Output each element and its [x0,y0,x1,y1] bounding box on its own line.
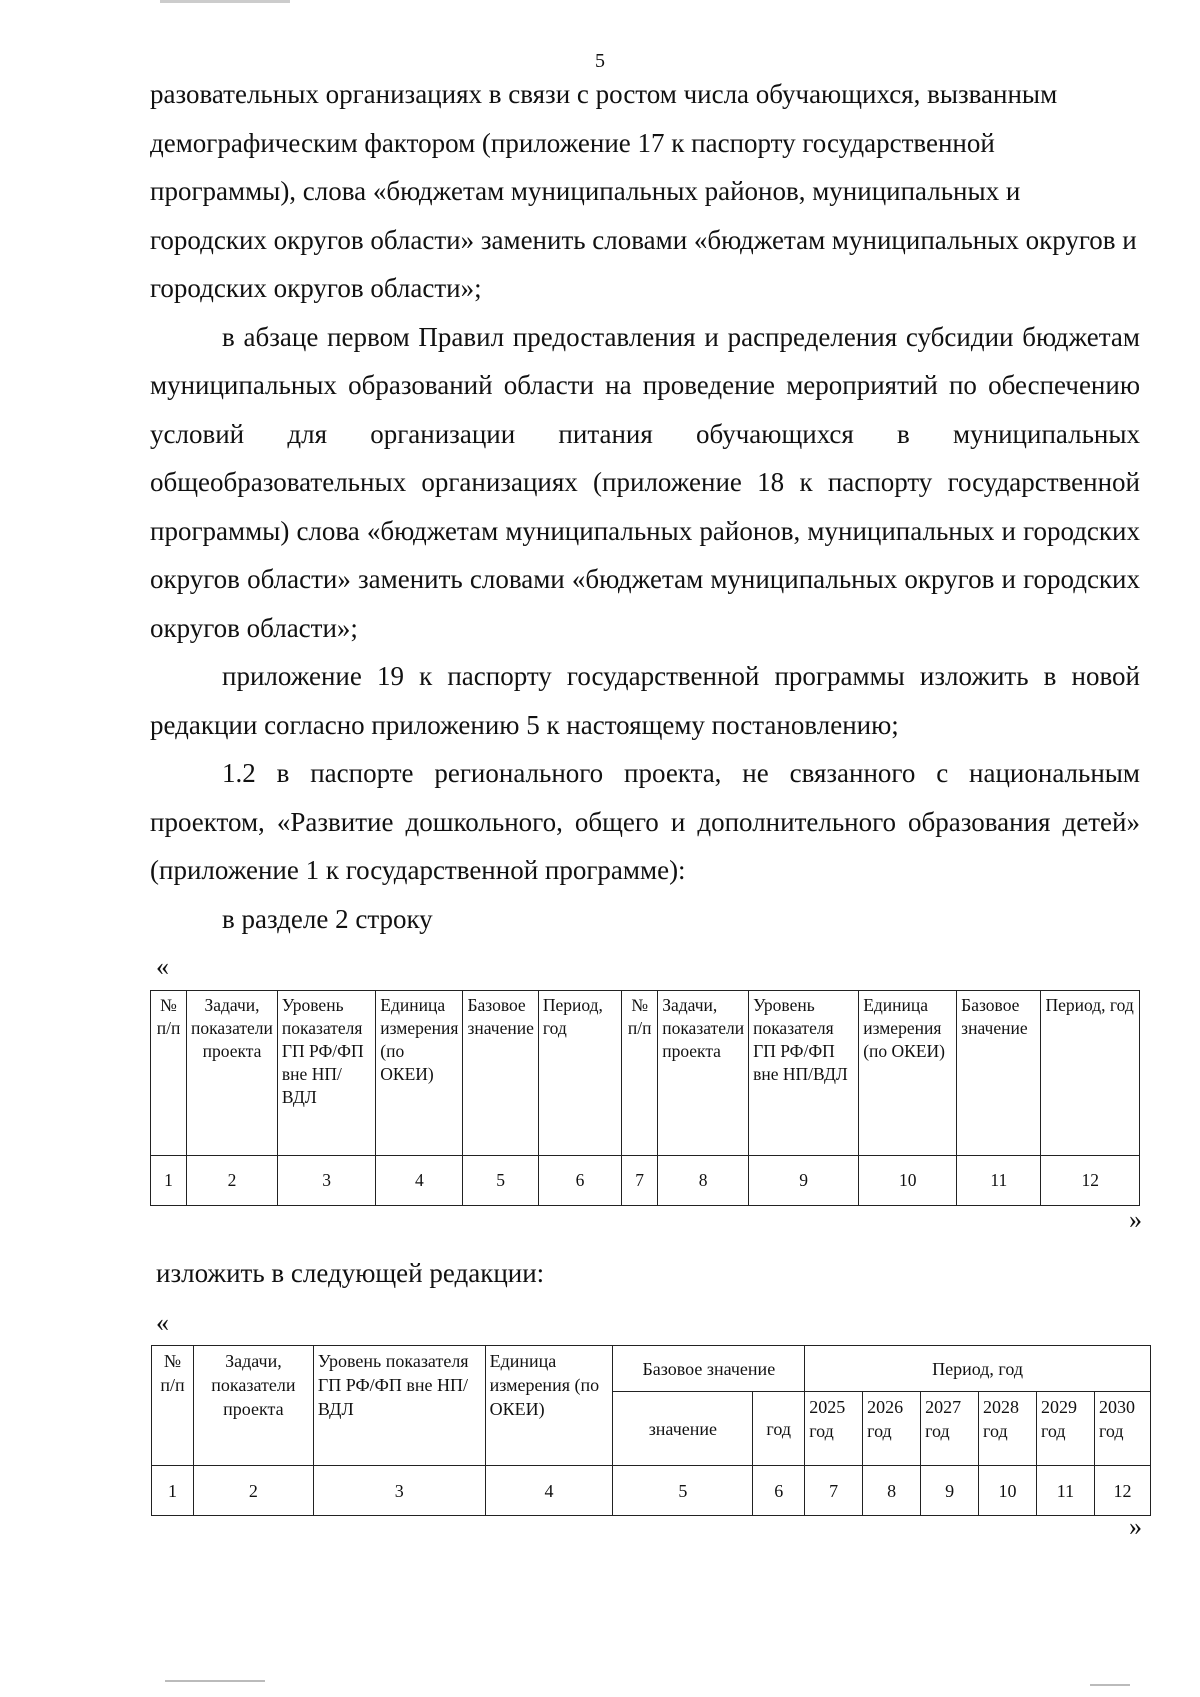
paragraph-5: в разделе 2 строку [222,903,433,934]
table-new-number-cell: 12 [1094,1466,1150,1516]
table-new-header-year: 2029 год [1037,1392,1095,1466]
table-new-header-year: 2028 год [979,1392,1037,1466]
table-old-number-row [151,1156,1140,1206]
instruction-text: изложить в следующей редакции: [156,1258,545,1288]
table-new-number-cell: 9 [921,1466,979,1516]
table-new-header-period: Период, год [805,1346,1151,1392]
table-new-header-year: 2030 год [1094,1392,1150,1466]
table-old-number-cell: 1 [151,1156,187,1206]
table-new-number-cell: 11 [1037,1466,1095,1516]
table-old-number-cell: 10 [859,1156,957,1206]
table-old-header-cell: Единица измерения (по ОКЕИ) [859,991,957,1156]
table-new-number-cell: 7 [805,1466,863,1516]
table-old-header-cell: № п/п [622,991,658,1156]
opening-quote-1: « [156,952,169,981]
table-new-header-base-year: год [753,1392,805,1466]
table-old-header-row [151,991,1140,1156]
table-new-header-row-1 [152,1346,1151,1392]
table-old-header-cell: Период, год [1041,991,1140,1156]
table-new-header-year: 2026 год [863,1392,921,1466]
table-new-number-cell: 10 [979,1466,1037,1516]
table-old-number-cell: 11 [957,1156,1041,1206]
table-new-number-cell: 8 [863,1466,921,1516]
table-old-number-cell: 6 [538,1156,621,1206]
table-old-number-cell: 12 [1041,1156,1140,1206]
table-new-header-base: Базовое значение [613,1346,805,1392]
table-old-header-cell: Период, год [538,991,621,1156]
table-new-header-tasks: Задачи, показатели проекта [193,1346,313,1466]
table-old-number-cell: 8 [658,1156,749,1206]
table-new-header-level: Уровень показателя ГП РФ/ФП вне НП/ВДЛ [313,1346,485,1466]
closing-quote-1: » [1129,1205,1142,1234]
table-old-number-cell: 7 [622,1156,658,1206]
table-old-header-cell: Уровень показателя ГП РФ/ФП вне НП/ВДЛ [749,991,859,1156]
paragraph-4: 1.2 в паспорте регионального проекта, не связанного с национальным проектом, «Развитие дошкольного, общего и дополнительного образования детей» (приложение 1 к государственной программе): [150,758,1140,885]
table-new-header-no: № п/п [152,1346,194,1466]
table-old-header-cell: Единица измерения (по ОКЕИ) [376,991,463,1156]
table-new-number-cell: 3 [313,1466,485,1516]
table-old-header-cell: Задачи, показатели проекта [187,991,278,1156]
opening-quote-2: « [156,1308,169,1337]
table-old-header-cell: Базовое значение [463,991,538,1156]
scan-footer-mark [1090,1684,1130,1686]
table-new-number-cell: 6 [753,1466,805,1516]
table-new-header-year: 2025 год [805,1392,863,1466]
document-body [150,70,1140,943]
closing-quote-2: » [1129,1512,1142,1541]
scan-header-mark [160,0,290,3]
page-number: 5 [595,50,605,72]
table-new-number-cell: 5 [613,1466,753,1516]
table-old-number-cell: 9 [749,1156,859,1206]
table-old-number-cell: 2 [187,1156,278,1206]
table-new-row [151,1345,1151,1516]
paragraph-2: в абзаце первом Правил предоставления и распределения субсидии бюджетам муниципальных образований области на проведение мероприятий по обеспечению условий для организации питания обучающихся в муниципальных общеобразовательных организациях (приложение 18 к паспорту государственной программы) слова «бюджетам муниципальных районов, муниципальных и городских округов области» заменить словами «бюджетам муниципальных округов и городских округов области»; [150,321,1140,643]
paragraph-3: приложение 19 к паспорту государственной программы изложить в новой редакции согласно приложению 5 к настоящему постановлению; [150,661,1140,740]
table-old-header-cell: № п/п [151,991,187,1156]
table-old-number-cell: 3 [277,1156,375,1206]
table-old-row [150,990,1140,1206]
table-old-number-cell: 5 [463,1156,538,1206]
table-new-header-year: 2027 год [921,1392,979,1466]
table-new-number-cell: 1 [152,1466,194,1516]
table-new-number-cell: 2 [193,1466,313,1516]
table-old-header-cell: Уровень показателя ГП РФ/ФП вне НП/ВДЛ [277,991,375,1156]
table-old-header-cell: Задачи, показатели проекта [658,991,749,1156]
table-new-number-row [152,1466,1151,1516]
table-old-header-cell: Базовое значение [957,991,1041,1156]
table-old-number-cell: 4 [376,1156,463,1206]
table-new-number-cell: 4 [485,1466,613,1516]
table-new-header-base-value: значение [613,1392,753,1466]
paragraph-1: разовательных организациях в связи с ростом числа обучающихся, вызванным демографическим фактором (приложение 17 к паспорту государственной программы), слова «бюджетам муниципальных районов, муниципальных и городских округов области» заменить словами «бюджетам муниципальных округов и городских округов области»; [150,79,1137,303]
scan-footer-mark [165,1680,265,1682]
table-new-header-unit: Единица измерения (по ОКЕИ) [485,1346,613,1466]
